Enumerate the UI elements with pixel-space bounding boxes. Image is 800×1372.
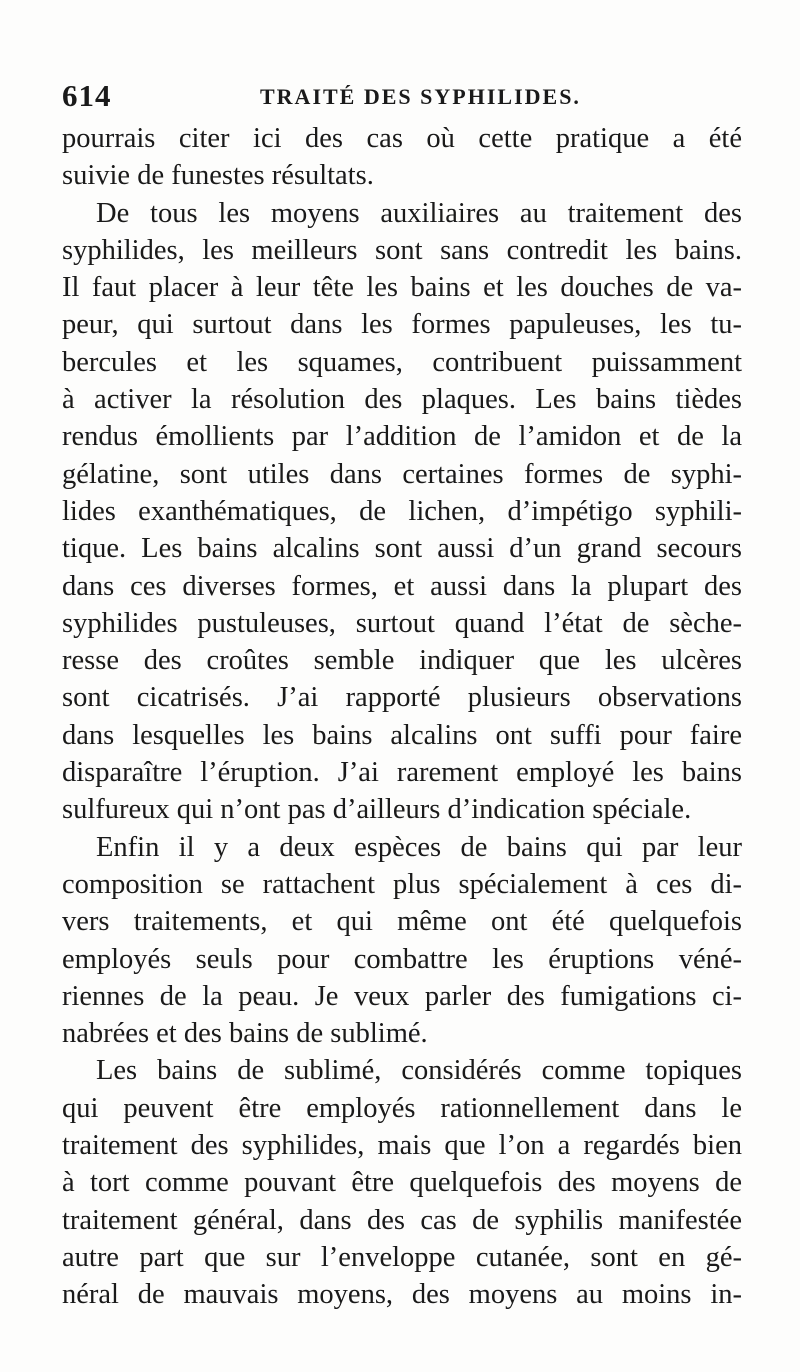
text-line: peur, qui surtout dans les formes papuleuses, les tu- (62, 309, 742, 341)
text-line: Il faut placer à leur tête les bains et les douches de va- (62, 272, 742, 304)
text-line: gélatine, sont utiles dans certaines formes de syphi- (62, 458, 742, 490)
text-line: à activer la résolution des plaques. Les bains tièdes (62, 384, 742, 416)
text-line: sulfureux qui n’ont pas d’ailleurs d’indication spéciale. (62, 794, 692, 826)
text-line: Enfin il y a deux espèces de bains qui par leur (96, 831, 742, 863)
page-number: 614 (62, 78, 112, 113)
text-line: dans ces diverses formes, et aussi dans la plupart des (62, 570, 742, 602)
text-line: qui peuvent être employés rationnellement dans le (62, 1092, 742, 1124)
text-line: vers traitements, et qui même ont été quelquefois (62, 906, 742, 938)
text-line: pourrais citer ici des cas où cette pratique a été (62, 123, 742, 154)
text-line: composition se rattachent plus spécialement à ces di- (62, 868, 742, 900)
text-line: syphilides, les meilleurs sont sans contredit les bains. (62, 234, 742, 266)
text-line: néral de mauvais moyens, des moyens au moins in- (62, 1279, 742, 1311)
text-line: autre part que sur l’enveloppe cutanée, sont en gé- (62, 1241, 742, 1273)
page-header (62, 78, 742, 118)
text-line: employés seuls pour combattre les éruptions véné- (62, 943, 742, 975)
running-title: TRAITÉ DES SYPHILIDES. (260, 84, 581, 109)
text-line: nabrées et des bains de sublimé. (62, 1018, 428, 1050)
text-line: De tous les moyens auxiliaires au traitement des (96, 197, 742, 229)
text-line: syphilides pustuleuses, surtout quand l’état de sèche- (62, 607, 742, 639)
text-line: resse des croûtes semble indiquer que les ulcères (62, 645, 742, 677)
text-line: disparaître l’éruption. J’ai rarement employé les bains (62, 757, 742, 789)
text-line: suivie de funestes résultats. (62, 160, 374, 192)
text-line: dans lesquelles les bains alcalins ont suffi pour faire (62, 719, 742, 751)
text-line: bercules et les squames, contribuent puissamment (62, 346, 742, 378)
text-line: riennes de la peau. Je veux parler des fumigations ci- (62, 980, 742, 1012)
text-line: traitement général, dans des cas de syphilis manifestée (62, 1204, 742, 1236)
text-line: rendus émollients par l’addition de l’amidon et de la (62, 421, 742, 453)
text-line: traitement des syphilides, mais que l’on a regardés bien (62, 1130, 742, 1162)
text-line: sont cicatrisés. J’ai rapporté plusieurs observations (62, 682, 742, 714)
text-line: lides exanthématiques, de lichen, d’impétigo syphili- (62, 495, 742, 527)
text-line: Les bains de sublimé, considérés comme topiques (96, 1055, 742, 1087)
text-line: tique. Les bains alcalins sont aussi d’un grand secours (62, 533, 742, 565)
text-line: à tort comme pouvant être quelquefois des moyens de (62, 1167, 742, 1199)
body-text (62, 120, 742, 1314)
